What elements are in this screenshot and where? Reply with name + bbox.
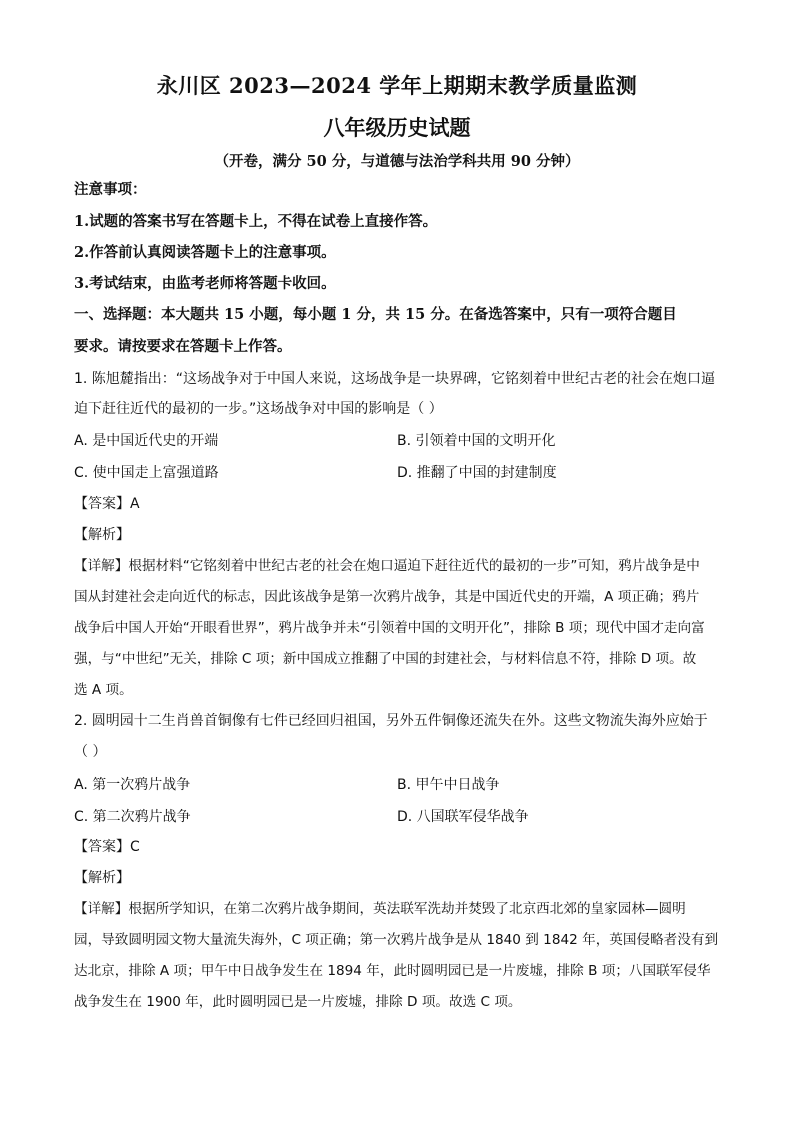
question-stem: （ ）: [74, 744, 107, 760]
exam-title: 永川区 2023—2024 学年上期期末教学质量监测: [156, 73, 638, 98]
notice-item: 1.试题的答案书写在答题卡上，不得在试卷上直接作答。: [74, 213, 438, 230]
exam-subject: 八年级历史试题: [323, 115, 471, 140]
option-a: A. 是中国近代史的开端: [74, 433, 219, 449]
explanation-line: 战争发生在 1900 年，此时圆明园已是一片废墟，排除 D 项。故选 C 项。: [74, 994, 522, 1010]
explanation-line: 选 A 项。: [74, 682, 133, 698]
question-stem: 迫下赶往近代的最初的一步。”这场战争对中国的影响是（ ）: [74, 401, 443, 417]
exam-note: （开卷，满分 50 分，与道德与法治学科共用 90 分钟）: [214, 153, 580, 170]
notice-item: 2.作答前认真阅读答题卡上的注意事项。: [74, 244, 336, 261]
option-d: D. 推翻了中国的封建制度: [397, 465, 557, 481]
answer-label: 【答案】A: [74, 496, 140, 512]
explanation-line: 国从封建社会走向近代的标志，因此该战争是第一次鸦片战争，其是中国近代史的开端，A 项正确；鸦片: [74, 589, 700, 605]
explanation-line: 【详解】根据材料“它铭刻着中世纪古老的社会在炮口逼迫下赶往近代的最初的一步”可知，鸦片战争是中: [74, 558, 700, 574]
notice-heading: 注意事项：: [74, 181, 147, 198]
question-stem: 1. 陈旭麓指出：“这场战争对于中国人来说，这场战争是一块界碑，它铭刻着中世纪古老的社会在炮口逼: [74, 371, 716, 387]
option-c: C. 使中国走上富强道路: [74, 465, 219, 481]
option-b: B. 甲午中日战争: [397, 777, 500, 793]
question-stem: 2. 圆明园十二生肖兽首铜像有七件已经回归祖国，另外五件铜像还流失在外。这些文物流失海外应始于: [74, 713, 708, 729]
section-heading-cont: 要求。请按要求在答题卡上作答。: [74, 338, 292, 355]
option-d: D. 八国联军侵华战争: [397, 809, 529, 825]
option-c: C. 第二次鸦片战争: [74, 809, 191, 825]
answer-label: 【答案】C: [74, 839, 140, 855]
explanation-line: 【详解】根据所学知识，在第二次鸦片战争期间，英法联军洗劫并焚毁了北京西北郊的皇家园林—圆明: [74, 901, 686, 917]
notice-item: 3.考试结束，由监考老师将答题卡收回。: [74, 275, 336, 292]
option-b: B. 引领着中国的文明开化: [397, 433, 556, 449]
explanation-line: 达北京，排除 A 项；甲午中日战争发生在 1894 年，此时圆明园已是一片废墟，排除 B 项；八国联军侵华: [74, 963, 711, 979]
explanation-line: 战争后中国人开始“开眼看世界”，鸦片战争并未“引领着中国的文明开化”，排除 B 项；现代中国才走向富: [74, 620, 705, 636]
section-heading: 一、选择题：本大题共 15 小题，每小题 1 分，共 15 分。在备选答案中，只有一项符合题目: [74, 306, 677, 323]
explanation-line: 强，与“中世纪”无关，排除 C 项；新中国成立推翻了中国的封建社会，与材料信息不符，排除 D 项。故: [74, 651, 697, 667]
analysis-label: 【解析】: [74, 527, 130, 543]
explanation-line: 园，导致圆明园文物大量流失海外，C 项正确；第一次鸦片战争是从 1840 到 1842 年，英国侵略者没有到: [74, 932, 719, 948]
analysis-label: 【解析】: [74, 870, 130, 886]
option-a: A. 第一次鸦片战争: [74, 777, 191, 793]
